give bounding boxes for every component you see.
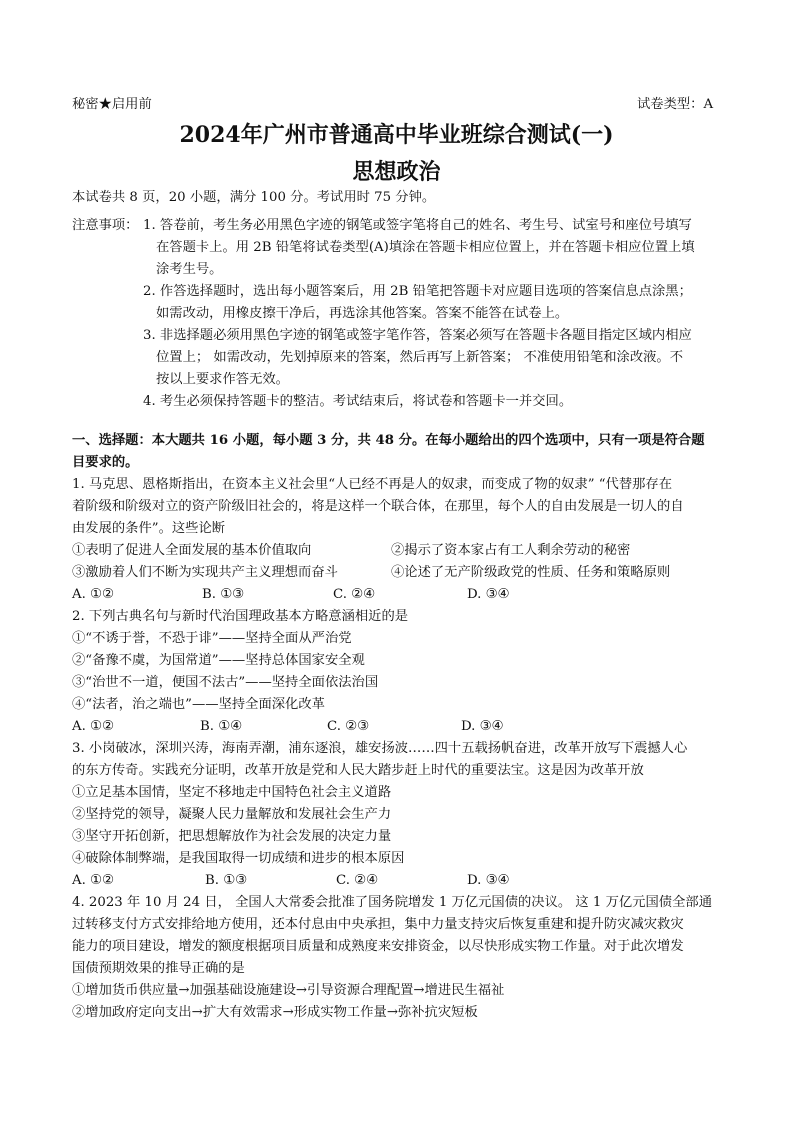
question-stem: 3. 小岗破冰，深圳兴涛，海南弄潮，浦东逐浪，雄安扬波……四十五载扬帆奋进，改革开放写下震撼人心: [72, 741, 688, 756]
question-option: ③激励着人们不断为实现共产主义理想而奋斗: [72, 565, 338, 580]
answer-choice: D. ③④: [461, 719, 504, 734]
section-heading: 目要求的。: [72, 455, 139, 470]
notes-label: 注意事项：: [72, 218, 139, 233]
notes-line: 位置上； 如需改动，先划掉原来的答案，然后再写上新答案； 不准使用铅笔和涂改液。不: [156, 350, 684, 365]
answer-choice: C. ②④: [336, 873, 378, 888]
question-option: ③“治世不一道，便国不法古”——坚持全面依法治国: [72, 675, 379, 690]
answer-choice: C. ②④: [333, 587, 375, 602]
question-option: ①立足基本国情，坚定不移地走中国特色社会主义道路: [72, 785, 392, 800]
question-option: ②“备豫不虞，为国常道”——坚持总体国家安全观: [72, 653, 365, 668]
notes-line: 按以上要求作答无效。: [156, 372, 289, 387]
question-stem: 能力的项目建设，增发的额度根据项目质量和成熟度来安排资金，以尽快形成实物工作量。对于此次增发: [72, 939, 684, 954]
question-stem: 4. 2023 年 10 月 24 日， 全国人大常委会批准了国务院增发 1 万亿元国债的决议。 这 1 万亿元国债全部通: [72, 895, 712, 910]
question-option: ④破除体制弊端，是我国取得一切成绩和进步的根本原因: [72, 851, 405, 866]
question-stem: 由发展的条件”。这些论断: [72, 521, 226, 536]
question-option: ④论述了无产阶级政党的性质、任务和策略原则: [391, 565, 671, 580]
answer-choice: B. ①④: [200, 719, 243, 734]
answer-choice: D. ③④: [467, 873, 510, 888]
question-option: ②揭示了资本家占有工人剩余劳动的秘密: [391, 543, 631, 558]
notes-line: 涂考生号。: [156, 262, 223, 277]
question-option: ②坚持党的领导，凝聚人民力量解放和发展社会生产力: [72, 807, 392, 822]
question-stem: 国债预期效果的推导正确的是: [72, 961, 245, 976]
notes-line: 如需改动，用橡皮擦干净后，再选涂其他答案。答案不能答在试卷上。: [156, 306, 569, 321]
answer-choice: A. ①②: [72, 873, 114, 888]
confidential-label: 秘密★启用前: [72, 97, 152, 112]
question-stem: 的东方传奇。实践充分证明，改革开放是党和人民大踏步赶上时代的重要法宝。这是因为改革开放: [72, 763, 644, 778]
notes-line: 2. 作答选择题时，选出每小题答案后，用 2B 铅笔把答题卡对应题目选项的答案信息点涂黑；: [143, 284, 692, 299]
answer-choice: A. ①②: [72, 587, 114, 602]
answer-choice: A. ①②: [72, 719, 114, 734]
question-option: ③坚守开拓创新，把思想解放作为社会发展的决定力量: [72, 829, 392, 844]
question-option: ①“不诱于誉，不恐于诽”——坚持全面从严治党: [72, 631, 352, 646]
answer-choice: B. ①③: [205, 873, 248, 888]
notes-line: 3. 非选择题必须用黑色字迹的钢笔或签字笔作答，答案必须写在答题卡各题目指定区域内相应: [143, 328, 692, 343]
question-option: ①表明了促进人全面发展的基本价值取向: [72, 543, 312, 558]
question-stem: 过转移支付方式安排给地方使用，还本付息由中央承担，集中力量支持灾后恢复重建和提升防灾减灾救灾: [72, 917, 684, 932]
notes-line: 1. 答卷前，考生务必用黑色字迹的钢笔或签字笔将自己的姓名、考生号、试室号和座位号填写: [143, 218, 692, 233]
exam-intro: 本试卷共 8 页，20 小题，满分 100 分。考试用时 75 分钟。: [72, 190, 436, 205]
question-stem: 着阶级和阶级对立的资产阶级旧社会的，将是这样一个联合体，在那里，每个人的自由发展是一切人的自: [72, 499, 684, 514]
notes-line: 4. 考生必须保持答题卡的整洁。考试结束后，将试卷和答题卡一并交回。: [143, 394, 573, 409]
question-option: ④“法者，治之端也”——坚持全面深化改革: [72, 697, 325, 712]
exam-title: 2024年广州市普通高中毕业班综合测试(一): [179, 122, 614, 148]
question-stem: 1. 马克思、恩格斯指出，在资本主义社会里“人已经不再是人的奴隶，而变成了物的奴隶” “代替那存在: [72, 477, 673, 492]
question-stem: 2. 下列古典名句与新时代治国理政基本方略意涵相近的是: [72, 609, 409, 624]
question-option: ②增加政府定向支出→扩大有效需求→形成实物工作量→弥补抗灾短板: [72, 1005, 478, 1020]
paper-type-label: 试卷类型：A: [637, 97, 714, 112]
notes-line: 在答题卡上。用 2B 铅笔将试卷类型(A)填涂在答题卡相应位置上，并在答题卡相应位置上填: [156, 240, 695, 255]
answer-choice: D. ③④: [467, 587, 510, 602]
section-heading: 一、选择题：本大题共 16 小题，每小题 3 分，共 48 分。在每小题给出的四个选项中，只有一项是符合题: [72, 433, 705, 448]
answer-choice: B. ①③: [202, 587, 245, 602]
question-option: ①增加货币供应量→加强基础设施建设→引导资源合理配置→增进民生福祉: [72, 983, 505, 998]
answer-choice: C. ②③: [327, 719, 369, 734]
subject-title: 思想政治: [352, 159, 441, 185]
